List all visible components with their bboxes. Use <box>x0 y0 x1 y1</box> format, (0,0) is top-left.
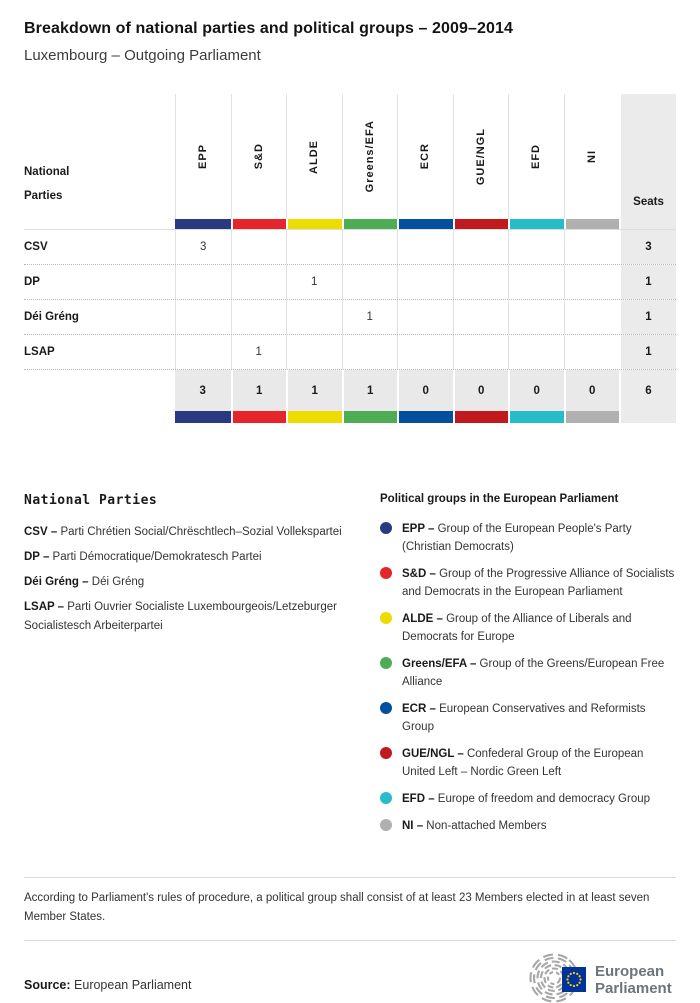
cell-dp-seats: 1 <box>619 265 676 299</box>
column-header-ecr <box>397 94 453 219</box>
party-legend-item <box>24 573 370 592</box>
group-text: Non-attached Members <box>423 820 547 832</box>
group-description <box>402 817 546 835</box>
party-name: Déi Gréng <box>24 311 79 323</box>
ecr-color-bar <box>397 219 453 229</box>
cell-csv-ni <box>564 230 620 264</box>
efd-color-bar <box>508 411 564 423</box>
party-abbr: LSAP – <box>24 601 65 613</box>
logo-text-line1: European <box>595 963 665 980</box>
total-ni: 0 <box>564 370 620 411</box>
political-groups-legend <box>380 493 676 844</box>
seats-column-header: Seats <box>619 94 676 219</box>
column-header-gue-ngl <box>453 94 509 219</box>
ecr-color-bar <box>397 411 453 423</box>
cell-csv-efd <box>508 230 564 264</box>
european-parliament-logo <box>525 953 676 1003</box>
party-description: Parti Ouvrier Socialiste Luxembourgeois/Letzeburger Socialistesch Arbeiterpartei <box>24 601 338 632</box>
group-abbr: GUE/NGL – <box>402 748 464 760</box>
cell-dp-ni <box>564 265 620 299</box>
party-description: Parti Démocratique/Demokratesch Partei <box>49 551 262 563</box>
total-ecr: 0 <box>397 370 453 411</box>
group-legend-item <box>380 700 676 736</box>
gue-ngl-color-bar <box>453 411 509 423</box>
cell-lsap-efd <box>508 335 564 369</box>
cell-csv-ecr <box>397 230 453 264</box>
table-total-row <box>24 370 676 411</box>
cell-d-i-gr-ng-ni <box>564 300 620 334</box>
column-header-label: NI <box>585 150 598 163</box>
column-header-alde <box>286 94 342 219</box>
party-legend-item <box>24 598 370 636</box>
seats-column-background <box>619 411 676 423</box>
cell-d-i-gr-ng-efd <box>508 300 564 334</box>
table-row-lsap <box>24 335 676 370</box>
group-description <box>402 700 676 736</box>
group-description <box>402 790 650 808</box>
column-header-label: ALDE <box>308 139 321 174</box>
source-label: Source: <box>24 978 71 992</box>
cell-lsap-epp <box>175 335 231 369</box>
cell-d-i-gr-ng-gue-ngl <box>453 300 509 334</box>
group-description <box>402 655 676 691</box>
total-row-spacer <box>24 370 175 411</box>
divider <box>24 940 676 941</box>
cell-lsap-ni <box>564 335 620 369</box>
political-groups-legend-heading: Political groups in the European Parliament <box>380 493 619 505</box>
ni-color-bar <box>564 219 620 229</box>
group-description <box>402 610 676 646</box>
cell-d-i-gr-ng-seats: 1 <box>619 300 676 334</box>
group-color-bar-row <box>24 411 676 423</box>
party-abbr: CSV – <box>24 526 58 538</box>
column-header-label: EPP <box>197 143 210 169</box>
gue-ngl-color-bar <box>453 219 509 229</box>
table-header-row <box>24 94 676 219</box>
eu-flag-icon <box>562 967 586 992</box>
column-header-greens-efa <box>342 94 398 219</box>
group-text: Group of the Progressive Alliance of Socialists and Democrats in the European Parliament <box>402 568 675 598</box>
logo-text-line2: Parliament <box>595 980 672 997</box>
column-header-label: GUE/NGL <box>474 127 487 186</box>
cell-csv-greens-efa <box>342 230 398 264</box>
party-legend-item <box>24 523 370 542</box>
bar-row-spacer <box>24 411 175 423</box>
group-legend-item <box>380 745 676 781</box>
group-legend-item <box>380 655 676 691</box>
greens-efa-color-bar <box>342 219 398 229</box>
cell-dp-ecr <box>397 265 453 299</box>
cell-lsap-alde <box>286 335 342 369</box>
column-header-epp <box>175 94 231 219</box>
group-description <box>402 745 676 781</box>
cell-lsap-gue-ngl <box>453 335 509 369</box>
table-row-csv <box>24 230 676 265</box>
column-header-label: EFD <box>530 144 543 169</box>
group-text: Group of the Alliance of Liberals and Democrats for Europe <box>402 613 632 643</box>
cell-csv-seats: 3 <box>619 230 676 264</box>
total-s-d: 1 <box>231 370 287 411</box>
seats-column-background <box>619 219 676 229</box>
alde-color-bar <box>286 219 342 229</box>
cell-lsap-greens-efa <box>342 335 398 369</box>
efd-color-bar <box>508 219 564 229</box>
party-description: Parti Chrétien Social/Chrëschtlech–Sozial Vollekspartei <box>57 526 342 538</box>
column-header-efd <box>508 94 564 219</box>
group-legend-item <box>380 520 676 556</box>
total-seats: 6 <box>619 370 676 411</box>
cell-d-i-gr-ng-s-d <box>231 300 287 334</box>
cell-csv-epp: 3 <box>175 230 231 264</box>
group-legend-item <box>380 565 676 601</box>
group-abbr: EPP – <box>402 523 435 535</box>
cell-dp-gue-ngl <box>453 265 509 299</box>
group-text: Confederal Group of the European United Left – Nordic Green Left <box>402 748 644 778</box>
group-text: Group of the Greens/European Free Alliance <box>402 658 665 688</box>
national-parties-header-line: Parties <box>24 190 63 202</box>
ecr-color-dot-icon <box>380 702 392 714</box>
epp-color-bar <box>175 219 231 229</box>
group-legend-item <box>380 817 676 835</box>
alde-color-dot-icon <box>380 612 392 624</box>
page-title: Breakdown of national parties and political groups – 2009–2014 <box>24 20 514 37</box>
table-row-dp <box>24 265 676 300</box>
greens-efa-color-dot-icon <box>380 657 392 669</box>
total-epp: 3 <box>175 370 231 411</box>
epp-color-dot-icon <box>380 522 392 534</box>
group-text: Europe of freedom and democracy Group <box>434 793 651 805</box>
group-abbr: S&D – <box>402 568 436 580</box>
cell-csv-alde <box>286 230 342 264</box>
ni-color-bar <box>564 411 620 423</box>
cell-lsap-s-d: 1 <box>231 335 287 369</box>
total-efd: 0 <box>508 370 564 411</box>
group-text: European Conservatives and Reformists Group <box>402 703 646 733</box>
total-gue-ngl: 0 <box>453 370 509 411</box>
total-alde: 1 <box>286 370 342 411</box>
group-abbr: ECR – <box>402 703 436 715</box>
rules-footnote: According to Parliament's rules of procedure, a political group shall consist of at least 23 Members elected in at least seven Member States. <box>24 892 650 923</box>
column-header-s-d <box>231 94 287 219</box>
party-name: DP <box>24 276 40 288</box>
ni-color-dot-icon <box>380 819 392 831</box>
s-d-color-bar <box>231 411 287 423</box>
source-row <box>24 953 676 1003</box>
source-line <box>24 964 191 992</box>
party-name: CSV <box>24 241 48 253</box>
cell-dp-efd <box>508 265 564 299</box>
cell-dp-greens-efa <box>342 265 398 299</box>
group-abbr: NI – <box>402 820 424 832</box>
greens-efa-color-bar <box>342 411 398 423</box>
cell-dp-s-d <box>231 265 287 299</box>
cell-lsap-ecr <box>397 335 453 369</box>
party-description: Déi Gréng <box>88 576 145 588</box>
s-d-color-dot-icon <box>380 567 392 579</box>
alde-color-bar <box>286 411 342 423</box>
column-header-label: S&D <box>252 143 265 170</box>
seats-table <box>24 94 676 423</box>
gue-ngl-color-dot-icon <box>380 747 392 759</box>
party-abbr: Déi Gréng – <box>24 576 89 588</box>
cell-dp-alde: 1 <box>286 265 342 299</box>
group-text: Group of the European People's Party (Christian Democrats) <box>402 523 632 553</box>
table-body <box>24 230 676 370</box>
page-subtitle: Luxembourg – Outgoing Parliament <box>24 47 261 64</box>
column-header-label: Greens/EFA <box>363 120 376 193</box>
group-legend-item <box>380 610 676 646</box>
group-color-bar-row <box>24 219 676 230</box>
s-d-color-bar <box>231 219 287 229</box>
cell-csv-s-d <box>231 230 287 264</box>
group-legend-item <box>380 790 676 808</box>
group-abbr: ALDE – <box>402 613 443 625</box>
legend-section <box>24 493 676 844</box>
national-parties-legend <box>24 493 380 844</box>
column-header-label: ECR <box>419 143 432 170</box>
group-description <box>402 520 676 556</box>
national-parties-legend-heading: National Parties <box>24 493 158 508</box>
source-value: European Parliament <box>74 978 192 992</box>
group-abbr: Greens/EFA – <box>402 658 477 670</box>
cell-d-i-gr-ng-greens-efa: 1 <box>342 300 398 334</box>
divider <box>24 877 676 878</box>
efd-color-dot-icon <box>380 792 392 804</box>
table-row-d-i-gr-ng <box>24 300 676 335</box>
bar-row-spacer <box>24 219 175 229</box>
cell-csv-gue-ngl <box>453 230 509 264</box>
party-legend-item <box>24 548 370 567</box>
cell-d-i-gr-ng-alde <box>286 300 342 334</box>
party-name: LSAP <box>24 346 55 358</box>
column-header-ni <box>564 94 620 219</box>
total-greens-efa: 1 <box>342 370 398 411</box>
group-description <box>402 565 676 601</box>
national-parties-column-header <box>24 94 175 219</box>
cell-d-i-gr-ng-epp <box>175 300 231 334</box>
cell-lsap-seats: 1 <box>619 335 676 369</box>
group-abbr: EFD – <box>402 793 435 805</box>
cell-d-i-gr-ng-ecr <box>397 300 453 334</box>
party-abbr: DP – <box>24 551 50 563</box>
epp-color-bar <box>175 411 231 423</box>
national-parties-header-line: National <box>24 166 70 178</box>
cell-dp-epp <box>175 265 231 299</box>
